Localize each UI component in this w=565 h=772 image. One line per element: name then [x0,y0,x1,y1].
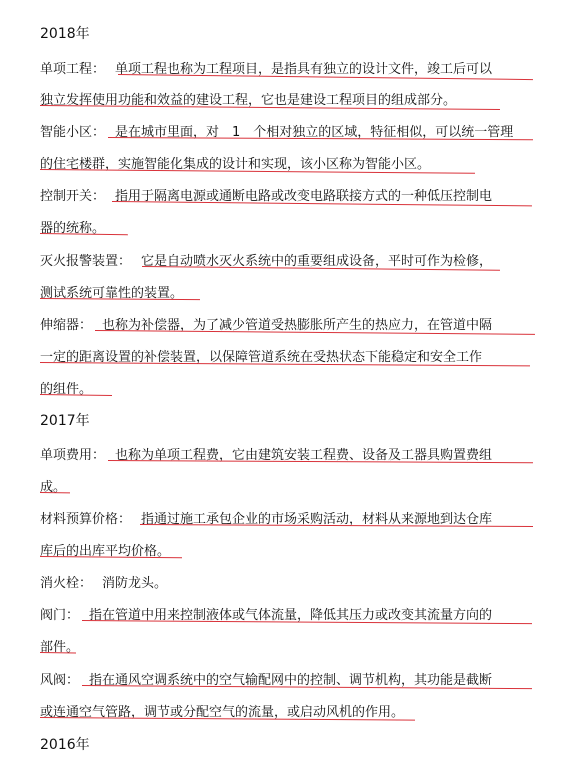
definition-line: 部件。 [40,640,80,655]
definition-text: 也称为单项工程费，它由建筑安装工程费、设备及工器具购置费组 [115,448,493,463]
term-label: 伸缩器： [40,318,93,333]
definition-text: 指通过施工承包企业的市场采购活动，材料从来源地到达仓库 [141,512,493,527]
definition-line: 测试系统可靠性的装置。 [40,286,184,301]
term-label: 材料预算价格： [40,512,132,527]
definition-line: 独立发挥使用功能和效益的建设工程，它也是建设工程项目的组成部分。 [40,93,457,108]
term-label: 单项工程： [40,62,106,77]
term-label: 风阀： [40,673,80,688]
term-label: 灭火报警装置： [40,254,132,269]
term-label: 单项费用： [40,448,106,463]
term-label: 智能小区： [40,125,106,140]
definition-line: 成。 [40,480,67,495]
definition-text: 指在通风空调系统中的空气输配网中的控制、调节机构，其功能是截断 [89,673,493,688]
definition-line: 或连通空气管路，调节或分配空气的流量，或启动风机的作用。 [40,705,405,720]
year-heading: 2016年 [40,737,90,753]
definition-line: 器的统称。 [40,221,106,236]
definition-line: 库后的出库平均价格。 [40,544,171,559]
definition-line: 一定的距离设置的补偿装置，以保障管道系统在受热状态下能稳定和安全工作 [40,350,483,365]
year-heading: 2017年 [40,413,90,429]
term-label: 消火栓： [40,576,93,591]
definition-text: 也称为补偿器，为了减少管道受热膨胀所产生的热应力，在管道中隔 [102,318,493,333]
definition-line [40,576,167,592]
definition-text: 单项工程也称为工程项目，是指具有独立的设计文件，竣工后可以 [115,62,493,77]
definition-text: 是在城市里面，对 1 个相对独立的区域，特征相似，可以统一管理 [115,125,514,140]
definition-line: 的组件。 [40,382,93,397]
definition-text: 指在管道中用来控制液体或气体流量，降低其压力或改变其流量方向的 [89,608,493,623]
definition-text: 消防龙头。 [102,576,168,591]
definition-line: 的住宅楼群，实施智能化集成的设计和实现，该小区称为智能小区。 [40,157,431,172]
year-heading: 2018年 [40,26,90,42]
definition-text: 指用于隔离电源或通断电路或改变电路联接方式的一种低压控制电 [115,189,493,204]
term-label: 控制开关： [40,189,106,204]
term-label: 阀门： [40,608,80,623]
definition-text: 它是自动喷水灭火系统中的重要组成设备，平时可作为检修， [141,254,493,269]
